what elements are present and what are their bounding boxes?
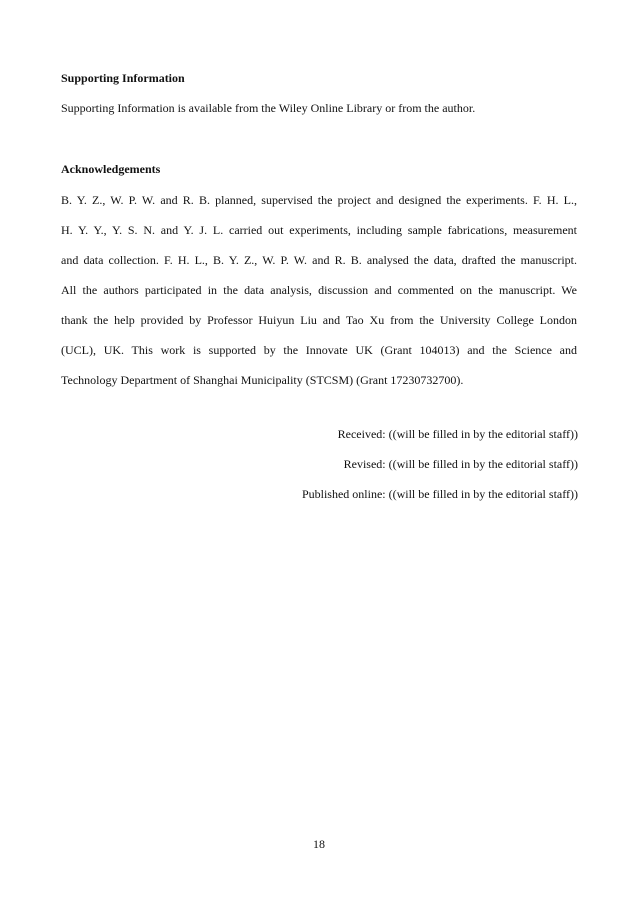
published-online-date: Published online: ((will be filled in by the editorial staff)) — [301, 487, 578, 501]
supporting-information-text: Supporting Information is available from the Wiley Online Library or from the author. — [61, 101, 476, 115]
acknowledgements-line: B. Y. Z., W. P. W. and R. B. planned, supervised the project and designed the experiments. F. H. L., — [61, 193, 577, 207]
acknowledgements-line: and data collection. F. H. L., B. Y. Z., W. P. W. and R. B. analysed the data, drafted the manuscript. — [61, 253, 577, 267]
received-date: Received: ((will be filled in by the editorial staff)) — [337, 427, 578, 441]
acknowledgements-line: H. Y. Y., Y. S. N. and Y. J. L. carried out experiments, including sample fabrications, measurement — [61, 223, 577, 237]
revised-date: Revised: ((will be filled in by the editorial staff)) — [343, 457, 578, 471]
acknowledgements-heading: Acknowledgements — [61, 162, 161, 176]
acknowledgements-line: thank the help provided by Professor Huiyun Liu and Tao Xu from the University College London — [61, 313, 577, 327]
acknowledgements-line: All the authors participated in the data analysis, discussion and commented on the manuscript. We — [61, 283, 577, 297]
page-number: 18 — [313, 837, 325, 851]
supporting-information-heading: Supporting Information — [61, 71, 185, 85]
acknowledgements-line: Technology Department of Shanghai Municipality (STCSM) (Grant 17230732700). — [61, 373, 464, 387]
acknowledgements-line: (UCL), UK. This work is supported by the Innovate UK (Grant 104013) and the Science and — [61, 343, 577, 357]
